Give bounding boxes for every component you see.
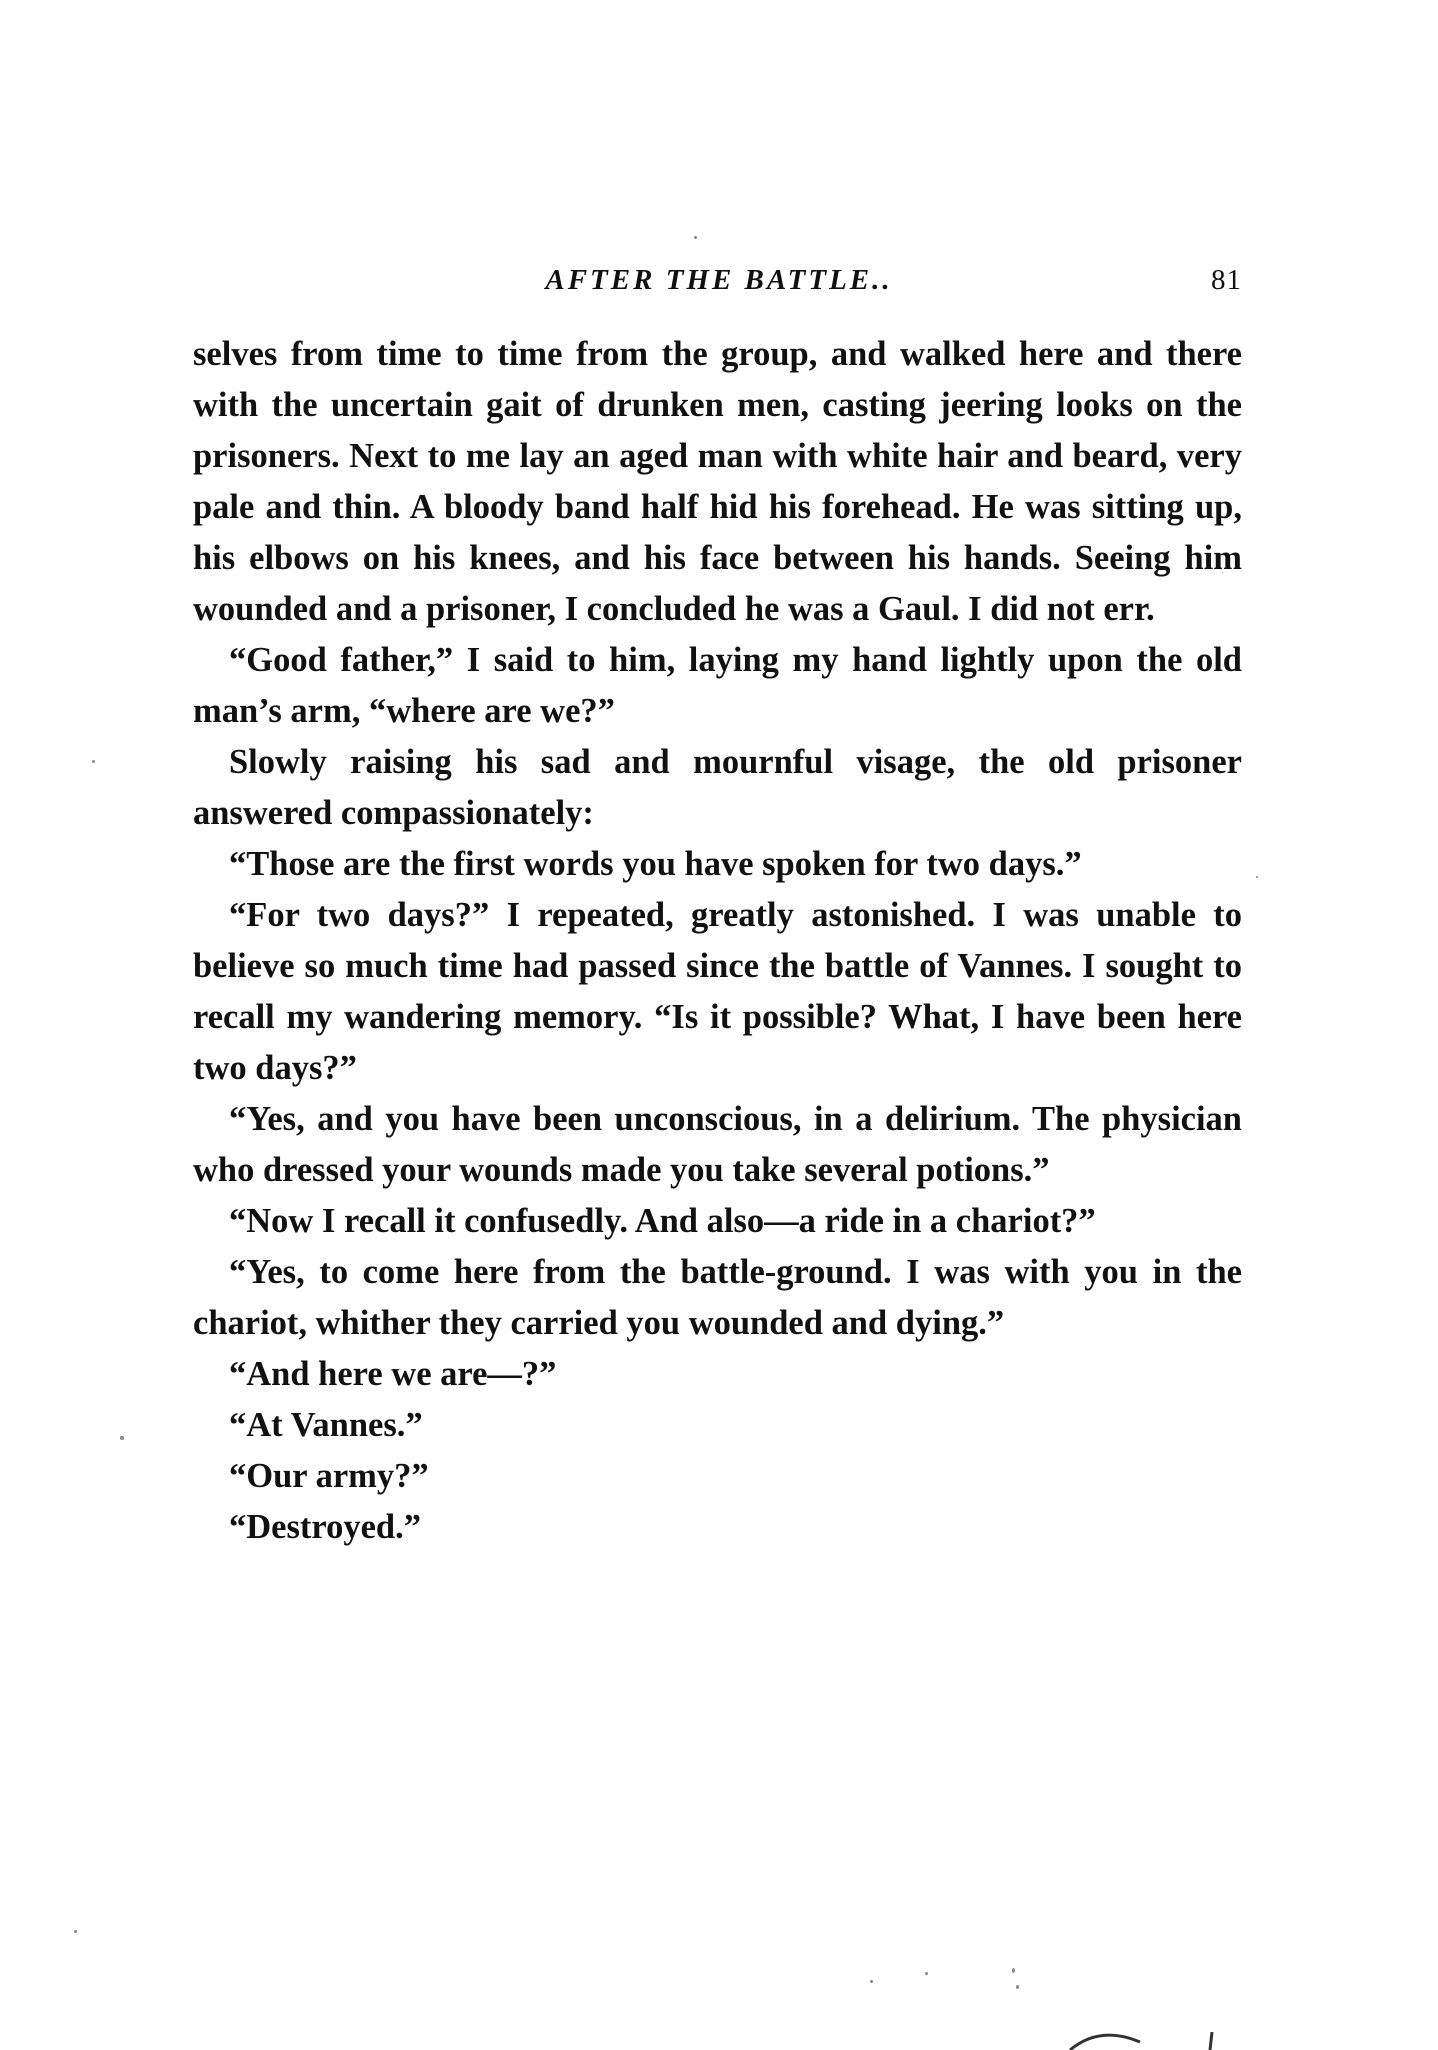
scan-speck — [870, 1980, 873, 1983]
scan-speck — [925, 1972, 928, 1975]
running-head — [196, 260, 1242, 300]
footer-smudge — [1060, 2020, 1280, 2050]
page-number: 81 — [1211, 264, 1242, 296]
paragraph: selves from time to time from the group, and walked here and there with the uncertain gait of drunken men, casting jeering looks on the prisoners. Next to me lay an aged man with white hair and beard, very pale and thin. A bloody band half hid his forehead. He was sitting up, his elbows on his knees, and his face between his hands. Seeing him wounded and a prisoner, I concluded he was a Gaul. I did not err. — [193, 335, 1242, 628]
scan-speck — [1012, 1968, 1015, 1973]
paragraph: “Our army?” — [229, 1457, 429, 1495]
scan-speck — [120, 1436, 124, 1440]
scan-speck — [1016, 1985, 1019, 1989]
paragraph: “Yes, to come here from the battle-ground. I was with you in the chariot, whither they carried you wounded and dying.” — [193, 1253, 1242, 1342]
paragraph: “Now I recall it confusedly. And also—a ride in a chariot?” — [229, 1202, 1096, 1240]
paragraph: “And here we are—?” — [229, 1355, 557, 1393]
scan-speck — [74, 1930, 77, 1933]
scan-speck — [1256, 876, 1258, 878]
paragraph: “For two days?” I repeated, greatly astonished. I was unable to believe so much time had passed since the battle of Vannes. I sought to recall my wandering memory. “Is it possible? What, I have been here two days?” — [193, 896, 1242, 1087]
paragraph: Slowly raising his sad and mournful visage, the old prisoner answered compassionately: — [193, 743, 1242, 832]
scan-speck — [92, 760, 95, 763]
paragraph: “Good father,” I said to him, laying my hand lightly upon the old man’s arm, “where are we?” — [193, 641, 1242, 730]
body-text — [193, 329, 1242, 1553]
paragraph: “At Vannes.” — [229, 1406, 423, 1444]
paragraph: “Yes, and you have been unconscious, in a delirium. The physician who dressed your wounds made you take several potions.” — [193, 1100, 1242, 1189]
paragraph: “Destroyed.” — [229, 1508, 421, 1546]
scan-speck — [694, 236, 697, 239]
paragraph: “Those are the first words you have spoken for two days.” — [229, 845, 1082, 883]
running-title: AFTER THE BATTLE.. — [545, 264, 893, 296]
